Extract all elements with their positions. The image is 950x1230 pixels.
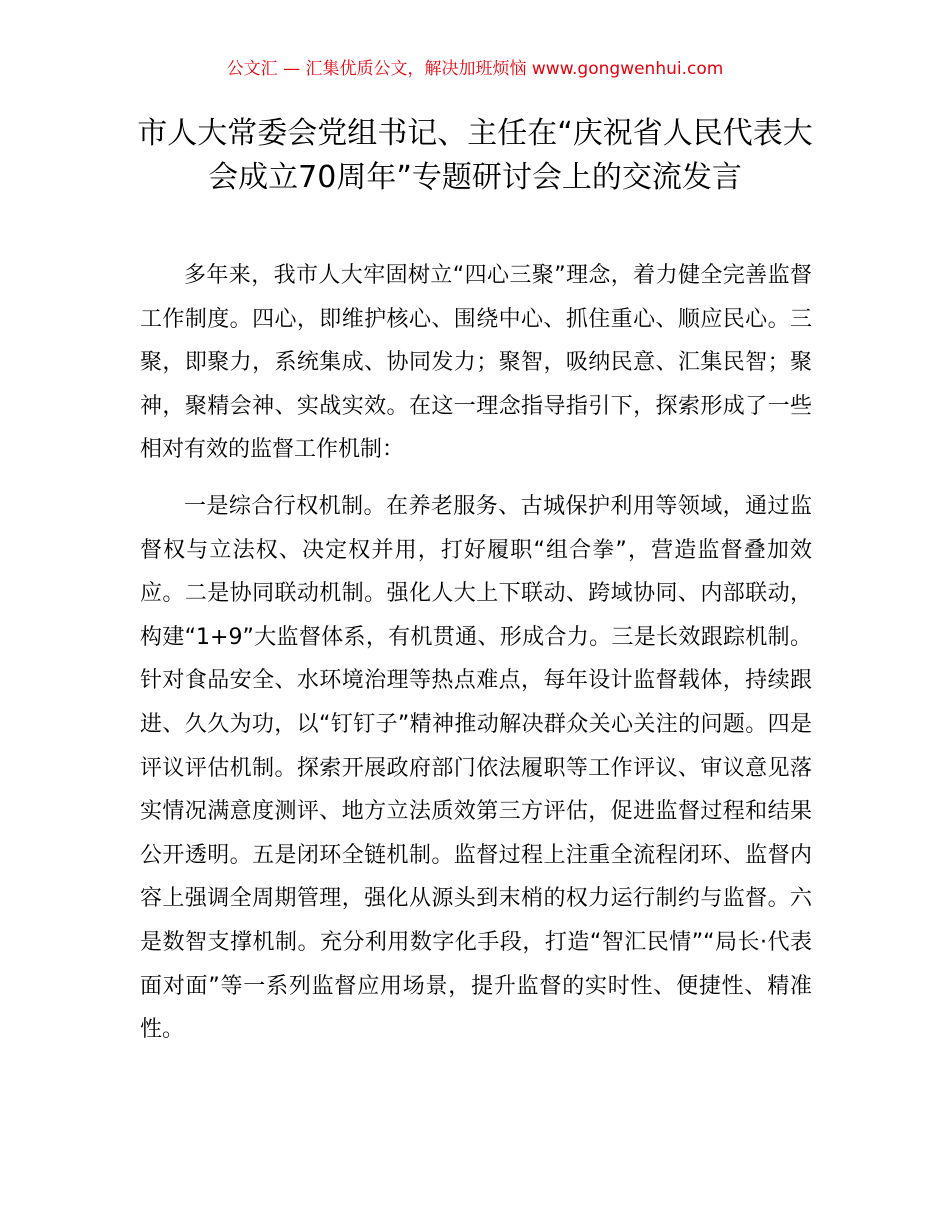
site-header-banner: 公文汇 — 汇集优质公文，解决加班烦恼 www.gongwenhui.com (226, 59, 724, 79)
body-paragraph-intro: 多年来，我市人大牢固树立“四心三聚”理念，着力健全完善监督工作制度。四心，即维护核心、围绕中心、抓住重心、顺应民心。三聚，即聚力，系统集成、协同发力；聚智，吸纳民意、汇集民智；聚神，聚精会神、实战实效。在这一理念指导指引下，探索形成了一些相对有效的监督工作机制： (140, 263, 812, 463)
body-paragraph-mechanisms: 一是综合行权机制。在养老服务、古城保护利用等领域，通过监督权与立法权、决定权并用，打好履职“组合拳”，营造监督叠加效应。二是协同联动机制。强化人大上下联动、跨域协同、内部联动，构建“1+9”大监督体系，有机贯通、形成合力。三是长效跟踪机制。针对食品安全、水环境治理等热点难点，每年设计监督载体，持续跟进、久久为功，以“钉钉子”精神推动解决群众关心关注的问题。四是评议评估机制。探索开展政府部门依法履职等工作评议、审议意见落实情况满意度测评、地方立法质效第三方评估，促进监督过程和结果公开透明。五是闭环全链机制。监督过程上注重全流程闭环、监督内容上强调全周期管理，强化从源头到末梢的权力运行制约与监督。六是数智支撑机制。充分利用数字化手段，打造“智汇民情”“局长·代表面对面”等一系列监督应用场景，提升监督的实时性、便捷性、精准性。 (140, 493, 812, 1043)
document-body (140, 254, 812, 1065)
document-title: 市人大常委会党组书记、主任在“庆祝省人民代表大会成立70周年”专题研讨会上的交流发言 (137, 116, 813, 195)
